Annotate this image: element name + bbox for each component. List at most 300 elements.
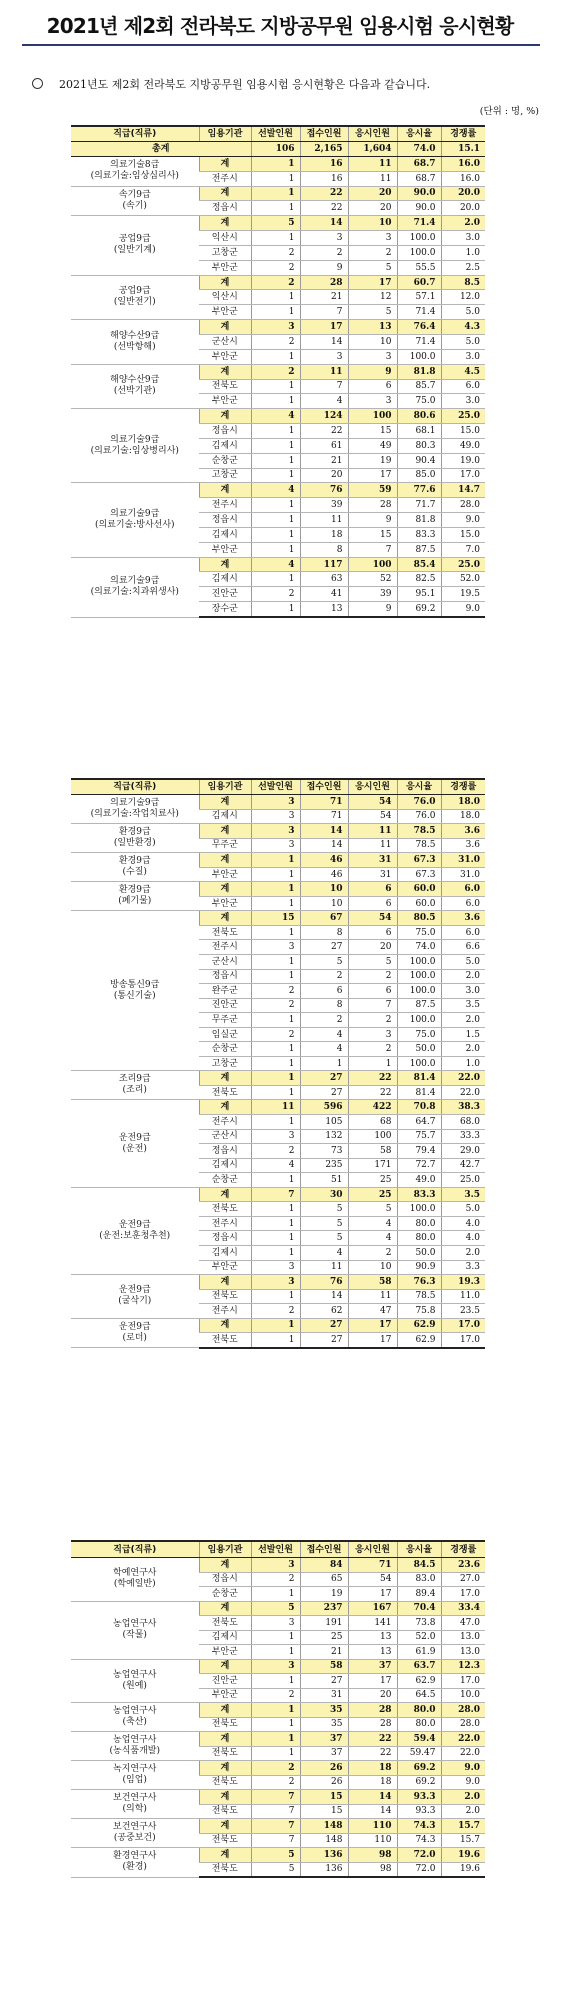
- value-cell: 1: [251, 1732, 300, 1747]
- value-cell: 21: [300, 453, 348, 468]
- agency-cell: 전주시: [199, 1216, 251, 1231]
- value-cell: 75.0: [397, 394, 441, 409]
- agency-cell: 진안군: [199, 998, 251, 1013]
- position-name: 운전9급 (운전): [71, 1100, 199, 1187]
- intro-text: [32, 76, 430, 92]
- value-cell: 19: [300, 1587, 348, 1602]
- position-name: 환경연구사 (환경): [71, 1848, 199, 1878]
- value-cell: 27: [300, 1071, 348, 1086]
- grand-total-value: 2,165: [300, 142, 348, 157]
- value-cell: 10: [348, 216, 397, 231]
- agency-cell: 계: [199, 186, 251, 201]
- value-cell: 1: [251, 156, 300, 171]
- value-cell: 3: [348, 231, 397, 246]
- value-cell: 31: [348, 867, 397, 882]
- column-header: 경쟁률: [441, 779, 485, 795]
- value-cell: 100.0: [397, 349, 441, 364]
- value-cell: 4: [300, 394, 348, 409]
- subtotal-row: [71, 1601, 485, 1616]
- value-cell: 31: [300, 1688, 348, 1703]
- value-cell: 81.8: [397, 513, 441, 528]
- subtotal-row: [71, 1558, 485, 1573]
- agency-cell: 계: [199, 1732, 251, 1747]
- value-cell: 1: [251, 853, 300, 868]
- column-header: 직급(직류): [71, 126, 199, 142]
- value-cell: 58: [348, 1275, 397, 1290]
- value-cell: 2: [251, 1775, 300, 1790]
- value-cell: 20: [300, 468, 348, 483]
- value-cell: 7: [251, 1790, 300, 1805]
- value-cell: 1: [251, 1746, 300, 1761]
- value-cell: 2: [348, 1042, 397, 1057]
- value-cell: 26: [300, 1775, 348, 1790]
- value-cell: 11: [348, 156, 397, 171]
- value-cell: 84: [300, 1558, 348, 1573]
- agency-cell: 계: [199, 1659, 251, 1674]
- column-header: 직급(직류): [71, 779, 199, 795]
- value-cell: 1.0: [441, 245, 485, 260]
- value-cell: 3.6: [441, 911, 485, 926]
- subtotal-row: [71, 1819, 485, 1834]
- value-cell: 19.0: [441, 453, 485, 468]
- value-cell: 4: [348, 1216, 397, 1231]
- value-cell: 28: [348, 1703, 397, 1718]
- value-cell: 22: [300, 424, 348, 439]
- position-name: 방송통신9급 (통신기술): [71, 911, 199, 1071]
- value-cell: 4: [251, 483, 300, 498]
- value-cell: 1: [251, 394, 300, 409]
- value-cell: 1: [251, 527, 300, 542]
- value-cell: 3.5: [441, 998, 485, 1013]
- value-cell: 27: [300, 1333, 348, 1348]
- value-cell: 5.0: [441, 1202, 485, 1217]
- value-cell: 136: [300, 1862, 348, 1877]
- value-cell: 80.0: [397, 1216, 441, 1231]
- subtotal-row: [71, 1187, 485, 1202]
- value-cell: 100: [348, 1129, 397, 1144]
- value-cell: 6.0: [441, 925, 485, 940]
- value-cell: 67.3: [397, 867, 441, 882]
- agency-cell: 정읍시: [199, 201, 251, 216]
- agency-cell: 김제시: [199, 572, 251, 587]
- value-cell: 68.0: [441, 1115, 485, 1130]
- value-cell: 2: [251, 260, 300, 275]
- agency-cell: 부안군: [199, 867, 251, 882]
- grand-total-value: 106: [251, 142, 300, 157]
- agency-cell: 계: [199, 1100, 251, 1115]
- agency-cell: 정읍시: [199, 969, 251, 984]
- value-cell: 1: [251, 1630, 300, 1645]
- agency-cell: 전주시: [199, 1115, 251, 1130]
- value-cell: 52.0: [397, 1630, 441, 1645]
- value-cell: 9.0: [441, 602, 485, 617]
- value-cell: 60.0: [397, 882, 441, 897]
- value-cell: 67.3: [397, 853, 441, 868]
- value-cell: 68.7: [397, 156, 441, 171]
- value-cell: 2: [251, 587, 300, 602]
- agency-cell: 정읍시: [199, 1144, 251, 1159]
- value-cell: 2: [348, 245, 397, 260]
- value-cell: 62.9: [397, 1318, 441, 1333]
- value-cell: 95.1: [397, 587, 441, 602]
- grand-total-value: 15.1: [441, 142, 485, 157]
- position-name: 조리9급 (조리): [71, 1071, 199, 1100]
- value-cell: 28: [300, 275, 348, 290]
- value-cell: 9: [300, 260, 348, 275]
- value-cell: 83.3: [397, 1187, 441, 1202]
- value-cell: 27: [300, 1674, 348, 1689]
- agency-cell: 계: [199, 557, 251, 572]
- agency-cell: 부안군: [199, 349, 251, 364]
- value-cell: 4: [300, 1027, 348, 1042]
- agency-cell: 김제시: [199, 809, 251, 824]
- value-cell: 3: [251, 320, 300, 335]
- value-cell: 1: [251, 231, 300, 246]
- value-cell: 87.5: [397, 998, 441, 1013]
- value-cell: 69.2: [397, 1761, 441, 1776]
- agency-cell: 계: [199, 1318, 251, 1333]
- agency-cell: 전북도: [199, 1202, 251, 1217]
- value-cell: 28: [348, 498, 397, 513]
- value-cell: 2: [348, 969, 397, 984]
- value-cell: 61.9: [397, 1645, 441, 1660]
- value-cell: 117: [300, 557, 348, 572]
- agency-cell: 군산시: [199, 955, 251, 970]
- agency-cell: 순창군: [199, 453, 251, 468]
- applicant-table-3: [71, 1540, 485, 1878]
- value-cell: 1: [251, 882, 300, 897]
- column-header: 응시율: [397, 779, 441, 795]
- agency-cell: 진안군: [199, 1674, 251, 1689]
- value-cell: 61: [300, 438, 348, 453]
- agency-cell: 계: [199, 364, 251, 379]
- agency-cell: 김제시: [199, 527, 251, 542]
- value-cell: 11: [251, 1100, 300, 1115]
- value-cell: 2: [251, 1572, 300, 1587]
- position-name: 운전9급 (굴삭기): [71, 1275, 199, 1319]
- value-cell: 2.0: [441, 1245, 485, 1260]
- value-cell: 4: [300, 1042, 348, 1057]
- value-cell: 6: [300, 984, 348, 999]
- agency-cell: 계: [199, 275, 251, 290]
- value-cell: 191: [300, 1616, 348, 1631]
- agency-cell: 계: [199, 156, 251, 171]
- value-cell: 90.0: [397, 186, 441, 201]
- value-cell: 1: [251, 513, 300, 528]
- value-cell: 596: [300, 1100, 348, 1115]
- value-cell: 2: [251, 275, 300, 290]
- subtotal-row: [71, 1275, 485, 1290]
- value-cell: 15: [348, 424, 397, 439]
- subtotal-row: [71, 320, 485, 335]
- agency-cell: 계: [199, 1187, 251, 1202]
- value-cell: 5.0: [441, 334, 485, 349]
- value-cell: 17: [348, 1674, 397, 1689]
- column-header: 응시인원: [348, 126, 397, 142]
- value-cell: 7: [251, 1819, 300, 1834]
- value-cell: 2: [251, 1688, 300, 1703]
- value-cell: 8: [300, 998, 348, 1013]
- value-cell: 3: [251, 1275, 300, 1290]
- agency-cell: 김제시: [199, 438, 251, 453]
- value-cell: 54: [348, 911, 397, 926]
- agency-cell: 부안군: [199, 1688, 251, 1703]
- agency-cell: 완주군: [199, 984, 251, 999]
- value-cell: 19.6: [441, 1848, 485, 1863]
- value-cell: 19.3: [441, 1275, 485, 1290]
- position-name: 해양수산9급 (선박기관): [71, 364, 199, 409]
- value-cell: 20.0: [441, 186, 485, 201]
- value-cell: 171: [348, 1158, 397, 1173]
- value-cell: 75.0: [397, 925, 441, 940]
- value-cell: 100.0: [397, 1056, 441, 1071]
- value-cell: 11.0: [441, 1289, 485, 1304]
- value-cell: 31: [348, 853, 397, 868]
- agency-cell: 부안군: [199, 1260, 251, 1275]
- value-cell: 28.0: [441, 1717, 485, 1732]
- value-cell: 7: [348, 998, 397, 1013]
- value-cell: 54: [348, 809, 397, 824]
- value-cell: 71.7: [397, 498, 441, 513]
- agency-cell: 계: [199, 824, 251, 839]
- value-cell: 1: [251, 1202, 300, 1217]
- column-header: 경쟁률: [441, 1541, 485, 1558]
- value-cell: 10: [300, 882, 348, 897]
- value-cell: 1: [251, 969, 300, 984]
- value-cell: 13: [348, 1645, 397, 1660]
- value-cell: 110: [348, 1833, 397, 1848]
- agency-cell: 김제시: [199, 1245, 251, 1260]
- agency-cell: 계: [199, 1848, 251, 1863]
- value-cell: 2.0: [441, 1804, 485, 1819]
- value-cell: 1: [251, 955, 300, 970]
- column-header: 응시율: [397, 126, 441, 142]
- value-cell: 10.0: [441, 1688, 485, 1703]
- value-cell: 6.0: [441, 379, 485, 394]
- subtotal-row: [71, 483, 485, 498]
- agency-cell: 전북도: [199, 1804, 251, 1819]
- value-cell: 87.5: [397, 542, 441, 557]
- agency-cell: 정읍시: [199, 1231, 251, 1246]
- value-cell: 3: [348, 1027, 397, 1042]
- value-cell: 12.3: [441, 1659, 485, 1674]
- value-cell: 4: [251, 1158, 300, 1173]
- value-cell: 4.3: [441, 320, 485, 335]
- subtotal-row: [71, 275, 485, 290]
- value-cell: 21: [300, 290, 348, 305]
- column-header: 응시율: [397, 1541, 441, 1558]
- position-name: 환경9급 (폐기물): [71, 882, 199, 911]
- value-cell: 7.0: [441, 542, 485, 557]
- agency-cell: 전북도: [199, 1833, 251, 1848]
- position-name: 운전9급 (운전:보훈청추천): [71, 1187, 199, 1274]
- value-cell: 2.0: [441, 1790, 485, 1805]
- value-cell: 22.0: [441, 1746, 485, 1761]
- value-cell: 2: [251, 1304, 300, 1319]
- value-cell: 20.0: [441, 201, 485, 216]
- column-header: 접수인원: [300, 779, 348, 795]
- agency-cell: 전북도: [199, 1616, 251, 1631]
- value-cell: 25.0: [441, 409, 485, 424]
- agency-cell: 전주시: [199, 1304, 251, 1319]
- grand-total-label: 총계: [71, 142, 251, 157]
- value-cell: 14: [348, 1790, 397, 1805]
- value-cell: 17: [348, 1333, 397, 1348]
- value-cell: 75.0: [397, 1027, 441, 1042]
- value-cell: 3: [251, 1659, 300, 1674]
- value-cell: 7: [348, 542, 397, 557]
- value-cell: 100.0: [397, 245, 441, 260]
- value-cell: 71.4: [397, 305, 441, 320]
- value-cell: 17.0: [441, 1587, 485, 1602]
- value-cell: 2: [300, 245, 348, 260]
- value-cell: 55.5: [397, 260, 441, 275]
- value-cell: 9.0: [441, 1775, 485, 1790]
- column-header: 임용기관: [199, 126, 251, 142]
- agency-cell: 정읍시: [199, 424, 251, 439]
- agency-cell: 고창군: [199, 1056, 251, 1071]
- value-cell: 74.3: [397, 1833, 441, 1848]
- value-cell: 33.3: [441, 1129, 485, 1144]
- value-cell: 1: [251, 925, 300, 940]
- value-cell: 124: [300, 409, 348, 424]
- value-cell: 17: [348, 1318, 397, 1333]
- value-cell: 1.0: [441, 1056, 485, 1071]
- value-cell: 63: [300, 572, 348, 587]
- agency-cell: 전북도: [199, 1717, 251, 1732]
- value-cell: 3: [251, 1260, 300, 1275]
- agency-cell: 부안군: [199, 896, 251, 911]
- value-cell: 3.3: [441, 1260, 485, 1275]
- agency-cell: 무주군: [199, 1013, 251, 1028]
- agency-cell: 고창군: [199, 245, 251, 260]
- value-cell: 50.0: [397, 1042, 441, 1057]
- value-cell: 60.7: [397, 275, 441, 290]
- value-cell: 82.5: [397, 572, 441, 587]
- value-cell: 7: [251, 1833, 300, 1848]
- value-cell: 15: [300, 1790, 348, 1805]
- value-cell: 6.6: [441, 940, 485, 955]
- value-cell: 167: [348, 1601, 397, 1616]
- value-cell: 2.0: [441, 216, 485, 231]
- value-cell: 3.0: [441, 394, 485, 409]
- subtotal-row: [71, 911, 485, 926]
- agency-cell: 계: [199, 409, 251, 424]
- value-cell: 85.7: [397, 379, 441, 394]
- subtotal-row: [71, 1790, 485, 1805]
- value-cell: 76: [300, 1275, 348, 1290]
- intro-sentence: 2021년도 제2회 전라북도 지방공무원 임용시험 응시현황은 다음과 같습니다.: [59, 78, 431, 91]
- agency-cell: 계: [199, 1558, 251, 1573]
- agency-cell: 계: [199, 853, 251, 868]
- value-cell: 23.6: [441, 1558, 485, 1573]
- value-cell: 23.5: [441, 1304, 485, 1319]
- value-cell: 80.0: [397, 1231, 441, 1246]
- value-cell: 75.7: [397, 1129, 441, 1144]
- value-cell: 49: [348, 438, 397, 453]
- page-title: 2021년 제2회 전라북도 지방공무원 임용시험 응시현황: [46, 14, 514, 38]
- value-cell: 6: [348, 984, 397, 999]
- agency-cell: 익산시: [199, 290, 251, 305]
- value-cell: 141: [348, 1616, 397, 1631]
- value-cell: 54: [348, 1572, 397, 1587]
- column-header: 선발인원: [251, 1541, 300, 1558]
- value-cell: 10: [300, 896, 348, 911]
- header-row: [71, 779, 485, 795]
- value-cell: 35: [300, 1703, 348, 1718]
- header-row: [71, 126, 485, 142]
- value-cell: 1: [251, 201, 300, 216]
- column-header: 접수인원: [300, 1541, 348, 1558]
- value-cell: 27: [300, 940, 348, 955]
- value-cell: 100.0: [397, 231, 441, 246]
- value-cell: 8: [300, 542, 348, 557]
- value-cell: 3: [251, 1616, 300, 1631]
- value-cell: 62: [300, 1304, 348, 1319]
- value-cell: 3: [251, 838, 300, 853]
- value-cell: 17.0: [441, 468, 485, 483]
- value-cell: 28.0: [441, 498, 485, 513]
- value-cell: 148: [300, 1819, 348, 1834]
- circle-bullet-icon: [32, 78, 43, 89]
- value-cell: 39: [348, 587, 397, 602]
- column-header: 임용기관: [199, 779, 251, 795]
- position-name: 속기9급 (속기): [71, 186, 199, 216]
- value-cell: 68.1: [397, 424, 441, 439]
- value-cell: 6: [348, 882, 397, 897]
- value-cell: 1: [251, 498, 300, 513]
- value-cell: 235: [300, 1158, 348, 1173]
- value-cell: 8: [300, 925, 348, 940]
- value-cell: 1: [251, 1703, 300, 1718]
- value-cell: 422: [348, 1100, 397, 1115]
- position-name: 농업연구사 (농식품개발): [71, 1732, 199, 1761]
- value-cell: 1: [251, 1289, 300, 1304]
- value-cell: 1: [251, 1587, 300, 1602]
- value-cell: 3: [251, 824, 300, 839]
- subtotal-row: [71, 1659, 485, 1674]
- value-cell: 237: [300, 1601, 348, 1616]
- agency-cell: 전주시: [199, 171, 251, 186]
- value-cell: 80.5: [397, 911, 441, 926]
- value-cell: 17: [348, 1587, 397, 1602]
- agency-cell: 계: [199, 1790, 251, 1805]
- agency-cell: 부안군: [199, 1645, 251, 1660]
- value-cell: 76.0: [397, 795, 441, 810]
- subtotal-row: [71, 1732, 485, 1747]
- agency-cell: 정읍시: [199, 513, 251, 528]
- subtotal-row: [71, 882, 485, 897]
- value-cell: 13: [348, 1630, 397, 1645]
- agency-cell: 순창군: [199, 1587, 251, 1602]
- value-cell: 1: [251, 438, 300, 453]
- value-cell: 7: [300, 305, 348, 320]
- agency-cell: 계: [199, 882, 251, 897]
- value-cell: 1: [251, 1056, 300, 1071]
- value-cell: 68: [348, 1115, 397, 1130]
- value-cell: 71: [300, 809, 348, 824]
- value-cell: 85.4: [397, 557, 441, 572]
- value-cell: 2.0: [441, 1042, 485, 1057]
- value-cell: 18: [300, 527, 348, 542]
- value-cell: 16.0: [441, 156, 485, 171]
- subtotal-row: [71, 824, 485, 839]
- value-cell: 1: [251, 186, 300, 201]
- value-cell: 5.0: [441, 305, 485, 320]
- value-cell: 71: [300, 795, 348, 810]
- subtotal-row: [71, 557, 485, 572]
- value-cell: 14: [300, 838, 348, 853]
